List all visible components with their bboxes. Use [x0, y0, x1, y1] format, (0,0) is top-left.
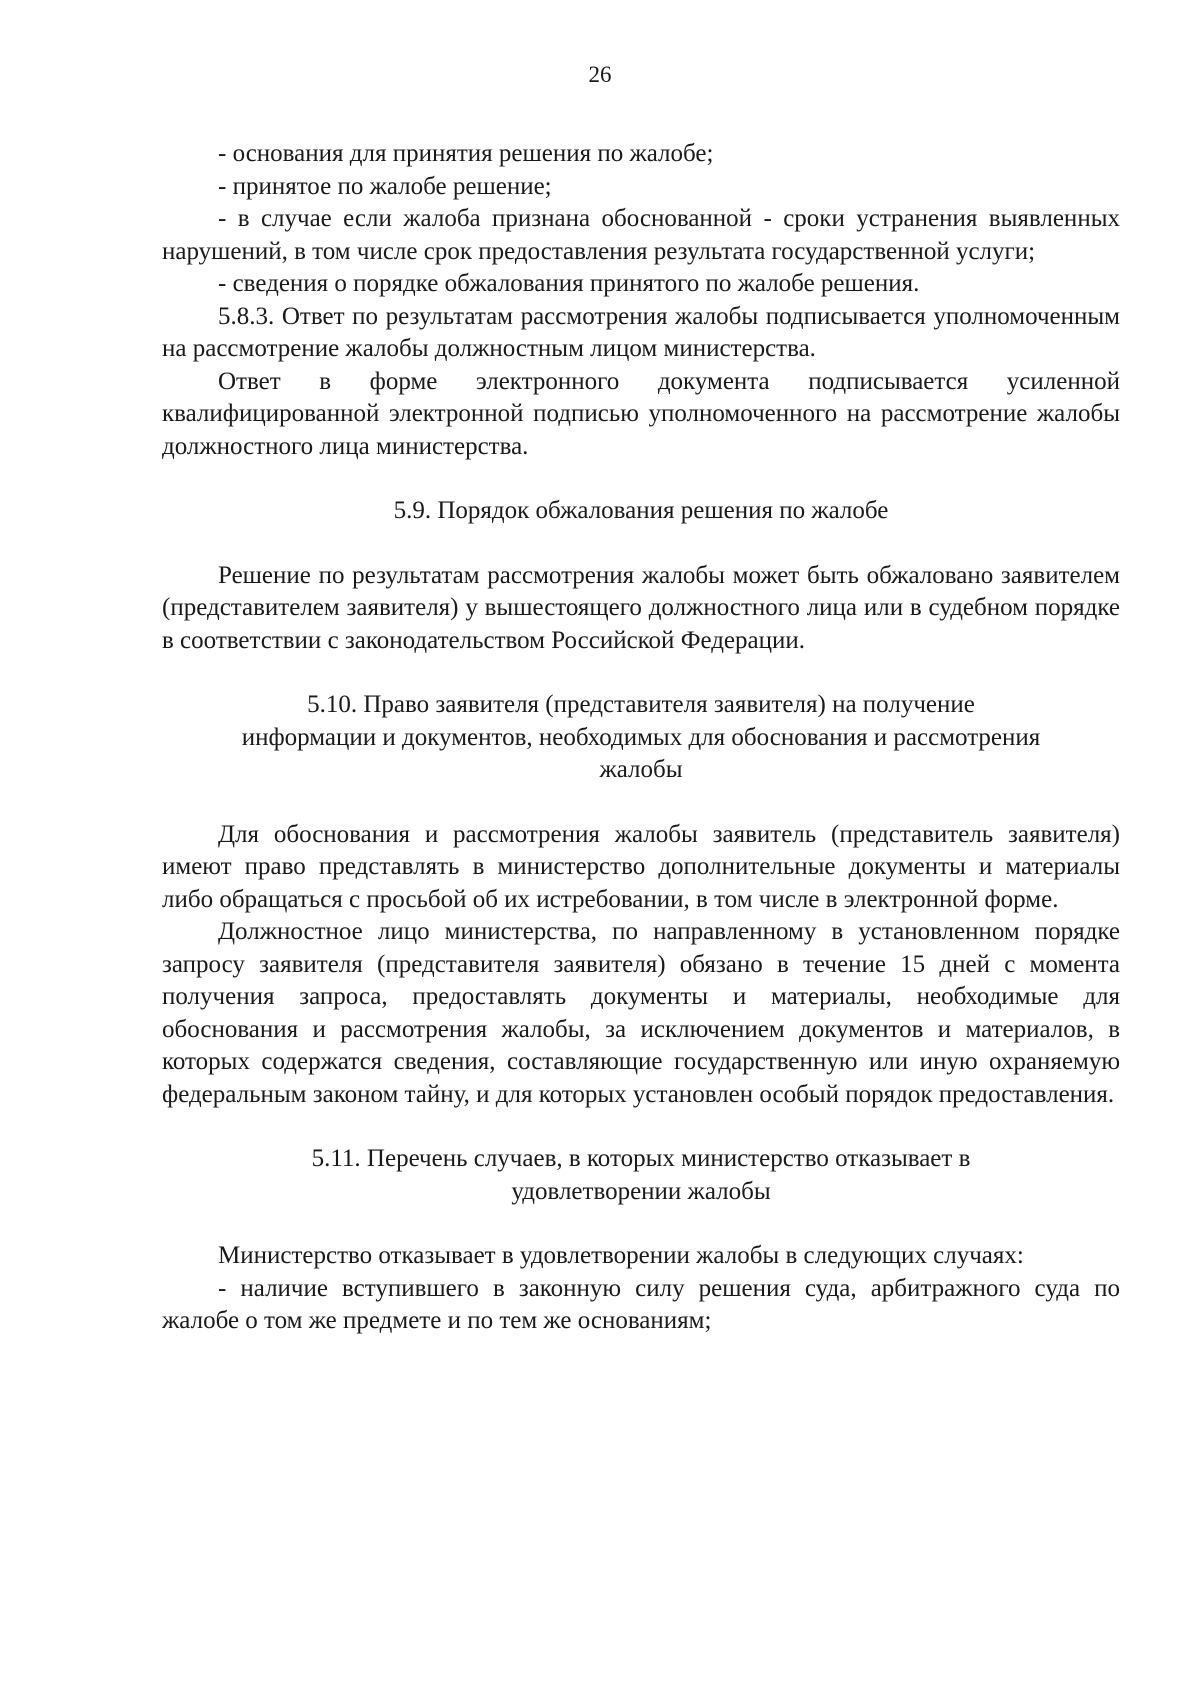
section-spacer — [162, 1111, 1120, 1143]
heading-5-11 — [162, 1143, 1120, 1208]
heading-line: жалобы — [599, 756, 683, 783]
paragraph-electronic-signature: Ответ в форме электронного документа подписывается усиленной квалифицированной электронной подписью уполномоченного на рассмотрение жалобы должностного лица министерства. — [162, 367, 1120, 460]
list-item-appeal-info: - сведения о порядке обжалования принятого по жалобе решения. — [218, 270, 920, 297]
paragraph-5-10-b: Должностное лицо министерства, по направленному в установленном порядке запросу заявителя (представителя заявителя) обязано в течение 15 дней с момента получения запроса, предоставлять документы и материалы, необходимые для обоснования и рассмотрения жалобы, за исключением документов и материалов, в которых содержатся сведения, составляющие государственную или иную охраняемую федеральным законом тайну, и для которых установлен особый порядок предоставления. — [162, 918, 1120, 1108]
section-spacer — [162, 657, 1120, 689]
paragraph-5-10-a: Для обоснования и рассмотрения жалобы заявитель (представитель заявителя) имеют право представлять в министерство дополнительные документы и материалы либо обращаться с просьбой об их истребовании, в том числе в электронной форме. — [162, 820, 1120, 913]
section-spacer — [162, 787, 1120, 819]
heading-5-9 — [162, 495, 1120, 528]
section-spacer — [162, 463, 1120, 495]
document-body — [162, 138, 1120, 1338]
list-item-deadlines: - в случае если жалоба признана обоснованной - сроки устранения выявленных нарушений, в том числе срок предоставления результата государственной услуги; — [162, 205, 1120, 265]
section-spacer — [162, 528, 1120, 560]
heading-line: 5.10. Право заявителя (представителя заявителя) на получение — [307, 691, 975, 718]
list-item-grounds: - основания для принятия решения по жалобе; — [218, 140, 714, 167]
paragraph-5-9: Решение по результатам рассмотрения жалобы может быть обжаловано заявителем (представителем заявителя) у вышестоящего должностного лица или в судебном порядке в соответствии с законодательством Российской Федерации. — [162, 561, 1120, 654]
page-number: 26 — [588, 62, 612, 87]
paragraph-5-8-3: 5.8.3. Ответ по результатам рассмотрения жалобы подписывается уполномоченным на рассмотрение жалобы должностным лицом министерства. — [162, 302, 1120, 362]
heading-line: удовлетворении жалобы — [511, 1177, 771, 1205]
heading-5-10 — [162, 689, 1120, 787]
heading-line: 5.9. Порядок обжалования решения по жалобе — [393, 497, 889, 524]
heading-line: 5.11. Перечень случаев, в которых министерство отказывает в — [311, 1145, 971, 1172]
list-item-court-decision: - наличие вступившего в законную силу решения суда, арбитражного суда по жалобе о том же предмете и по тем же основаниям; — [162, 1274, 1120, 1334]
list-item-decision: - принятое по жалобе решение; — [218, 172, 552, 200]
paragraph-5-11: Министерство отказывает в удовлетворении жалобы в следующих случаях: — [218, 1242, 1024, 1269]
heading-line: информации и документов, необходимых для обоснования и рассмотрения — [241, 723, 1041, 751]
section-spacer — [162, 1208, 1120, 1240]
